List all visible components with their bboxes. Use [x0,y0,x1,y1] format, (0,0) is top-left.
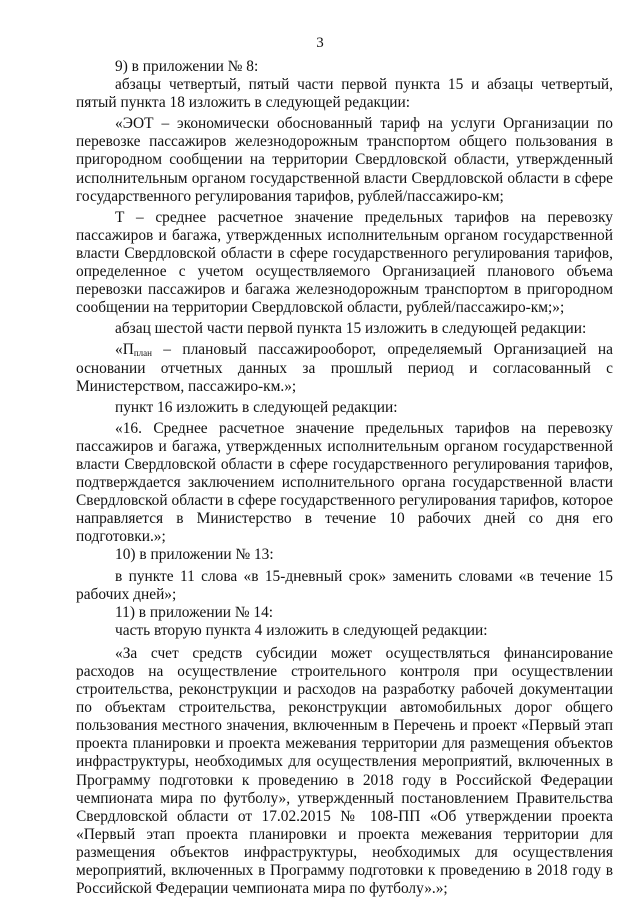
planned-turnover-text: – плановый пассажирооборот, определяемый Организацией на основании отчетных данных за прошлый период и согласованный с Министерством, пассажиро-км.»; [76,341,613,395]
paragraph-planned-turnover-definition [76,341,613,395]
document-body [76,58,613,898]
paragraph-paragraphs-4-5-instruction: абзацы четвертый, пятый части первой пункта 15 и абзацы четвертый, пятый пункта 18 изложить в следующей редакции: [76,76,613,112]
paragraph-t-definition: Т – среднее расчетное значение предельных тарифов на перевозку пассажиров и багажа, утвержденных исполнительным органом государственной власти Свердловской области в сфере государственного регулирования тарифов, определенное с учетом осуществляемого Организацией планового объема перевозки пассажиров и багажа железнодорожным транспортом в пригородном сообщении на территории Свердловской области, рублей/пассажиро-км;»; [76,208,613,317]
page-number: 3 [316,35,324,51]
paragraph-eot-definition: «ЭОТ – экономически обоснованный тариф на услуги Организации по перевозке пассажиров железнодорожным транспортом общего пользования в пригородном сообщении на территории Свердловской области, утвержденный исполнительным органом государственной власти Свердловской области в сфере государственного регулирования тарифов, рублей/пассажиро-км; [76,115,613,205]
paragraph-appendix-8-heading: 9) в приложении № 8: [115,58,259,75]
paragraph-subsidy-text: «За счет средств субсидии может осуществляться финансирование расходов на осуществление строительного контроля при осуществлении строительства, реконструкции и расходов на разработку рабочей документации по объектам строительства, реконструкции автомобильных дорог общего пользования местного значения, включенным в Перечень и проект «Первый этап проекта планировки и проекта межевания территории для размещения объектов инфраструктуры, необходимых для осуществления мероприятий, включенных в Программу подготовки к проведению в 2018 году в Российской Федерации чемпионата мира по футболу», утвержденный постановлением Правительства Свердловской области от 17.02.2015 № 108-ПП «Об утверждении проекта «Первый этап проекта планировки и проекта межевания территории для размещения объектов инфраструктуры, необходимых для осуществления мероприятий, включенных в Программу подготовки к проведению в 2018 году в Российской Федерации чемпионата мира по футболу».»; [76,644,613,898]
paragraph-point-16-instruction: пункт 16 изложить в следующей редакции: [115,398,398,416]
paragraph-point-11-replacement: в пункте 11 слова «в 15-дневный срок» заменить словами «в течение 15 рабочих дней»; [76,567,613,603]
paragraph-appendix-13-heading: 10) в приложении № 13: [115,546,274,564]
paragraph-sixth-paragraph-instruction: абзац шестой части первой пункта 15 изложить в следующей редакции: [115,320,587,338]
paragraph-appendix-14-heading: 11) в приложении № 14: [115,603,274,621]
planned-turnover-subscript: план [133,348,152,359]
planned-turnover-symbol: «П [115,341,134,359]
paragraph-point-4-instruction: часть вторую пункта 4 изложить в следующей редакции: [115,621,488,639]
paragraph-point-16-text: «16. Среднее расчетное значение предельных тарифов на перевозку пассажиров и багажа, утвержденных исполнительным органом государственной власти Свердловской области в сфере государственного регулирования тарифов, подтверждается заключением исполнительного органа государственной власти Свердловской области в сфере государственного регулирования тарифов, которое направляется в Министерство в течение 10 рабочих дней со дня его подготовки.»; [76,419,613,546]
